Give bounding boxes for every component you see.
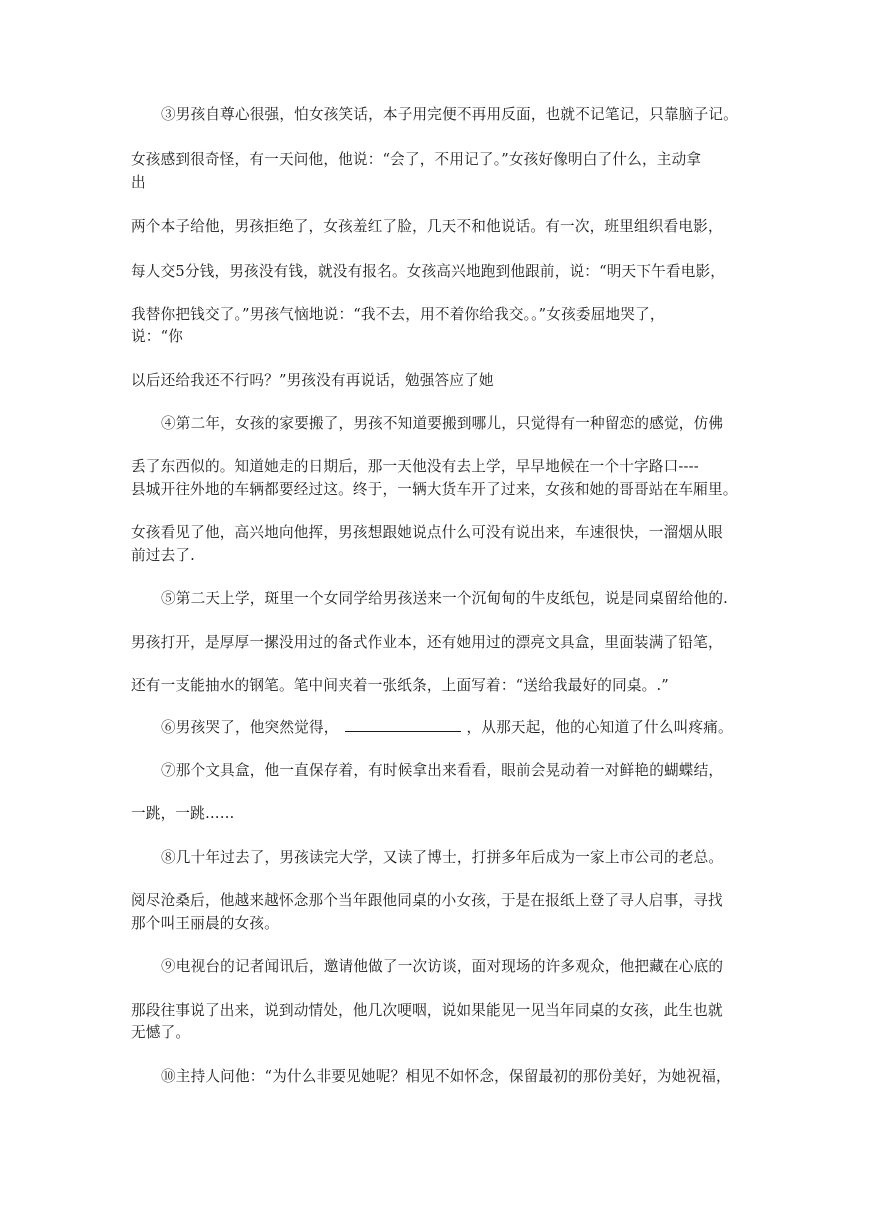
paragraph-5-line-3: 还有一支能抽水的钢笔。笔中间夹着一张纸条，上面写着：“送给我最好的同桌。.” xyxy=(131,677,669,694)
paragraph-3-line-2: 女孩感到很奇怪，有一天问他，他说：“会了，不用记了。”女孩好像明白了什么，主动拿 xyxy=(131,151,702,168)
paragraph-5-line-2: 男孩打开，是厚厚一摞没用过的备式作业本，还有她用过的漂亮文具盒，里面装满了铅笔， xyxy=(131,634,723,651)
paragraph-9-line-3: 无憾了。 xyxy=(131,1024,191,1041)
paragraph-4-line-3: 县城开往外地的车辆都要经过这。终于，一辆大货车开了过来，女孩和她的哥哥站在车厢里。 xyxy=(131,481,738,498)
paragraph-8-line-2: 阅尽沧桑后，他越来越怀念那个当年跟他同桌的小女孩，于是在报纸上登了寻人启事，寻找 xyxy=(131,892,723,909)
paragraph-9-line-1: ⑨电视台的记者闻讯后，邀请他做了一次访谈，面对现场的许多观众，他把藏在心底的 xyxy=(161,958,724,975)
paragraph-3-line-8: 以后还给我还不行吗？”男孩没有再说话，勉强答应了她 xyxy=(131,372,494,389)
paragraph-6-line-1 xyxy=(161,719,733,737)
fill-in-blank[interactable] xyxy=(345,719,461,732)
paragraph-3-line-3: 出 xyxy=(131,174,146,191)
paragraph-4-line-4: 女孩看见了他，高兴地向他挥，男孩想跟她说点什么可没有说出来，车速很快，一溜烟从眼 xyxy=(131,524,723,541)
paragraph-7-line-1: ⑦那个文具盒，他一直保存着，有时候拿出来看看，眼前会晃动着一对鲜艳的蝴蝶结， xyxy=(161,762,724,779)
paragraph-10-line-1: ⑩主持人问他：“为什么非要见她呢？相见不如怀念，保留最初的那份美好，为她祝福， xyxy=(161,1068,731,1085)
paragraph-4-line-1: ④第二年，女孩的家要搬了，男孩不知道要搬到哪儿，只觉得有一种留恋的感觉，仿佛 xyxy=(161,415,724,432)
paragraph-9-line-2: 那段往事说了出来，说到动情处，他几次哽咽，说如果能见一见当年同桌的女孩，此生也就 xyxy=(131,1002,723,1019)
paragraph-3-line-4: 两个本子给他，男孩拒绝了，女孩羞红了脸，几天不和他说话。有一次，班里组织看电影， xyxy=(131,218,723,235)
paragraph-8-line-3: 那个叫王丽晨的女孩。 xyxy=(131,915,279,932)
paragraph-3-line-5: 每人交5分钱，男孩没有钱，就没有报名。女孩高兴地跑到他跟前，说：“明天下午看电影， xyxy=(131,263,726,280)
paragraph-4-line-2: 丢了东西似的。知道她走的日期后，那一天他没有去上学，早早地候在一个十字路口---- xyxy=(131,458,699,475)
paragraph-7-line-2: 一跳，一跳…… xyxy=(131,805,235,822)
paragraph-3-line-1: ③男孩自尊心很强，怕女孩笑话，本子用完便不再用反面，也就不记笔记，只靠脑子记。 xyxy=(161,106,738,123)
paragraph-6-after-blank: ，从那天起，他的心知道了什么叫疼痛。 xyxy=(466,719,733,736)
paragraph-6-before-blank: ⑥男孩哭了，他突然觉得， xyxy=(161,719,339,736)
paragraph-4-line-5: 前过去了. xyxy=(131,547,196,564)
paragraph-3-line-7: 说：“你 xyxy=(131,328,184,345)
paragraph-5-line-1: ⑤第二天上学，斑里一个女同学给男孩送来一个沉甸甸的牛皮纸包，说是同桌留给他的. xyxy=(161,590,729,607)
paragraph-3-line-6: 我替你把钱交了。”男孩气恼地说：“我不去，用不着你给我交。。”女孩委屈地哭了， xyxy=(131,306,665,323)
paragraph-8-line-1: ⑧几十年过去了，男孩读完大学，又读了博士，打拼多年后成为一家上市公司的老总。 xyxy=(161,849,724,866)
